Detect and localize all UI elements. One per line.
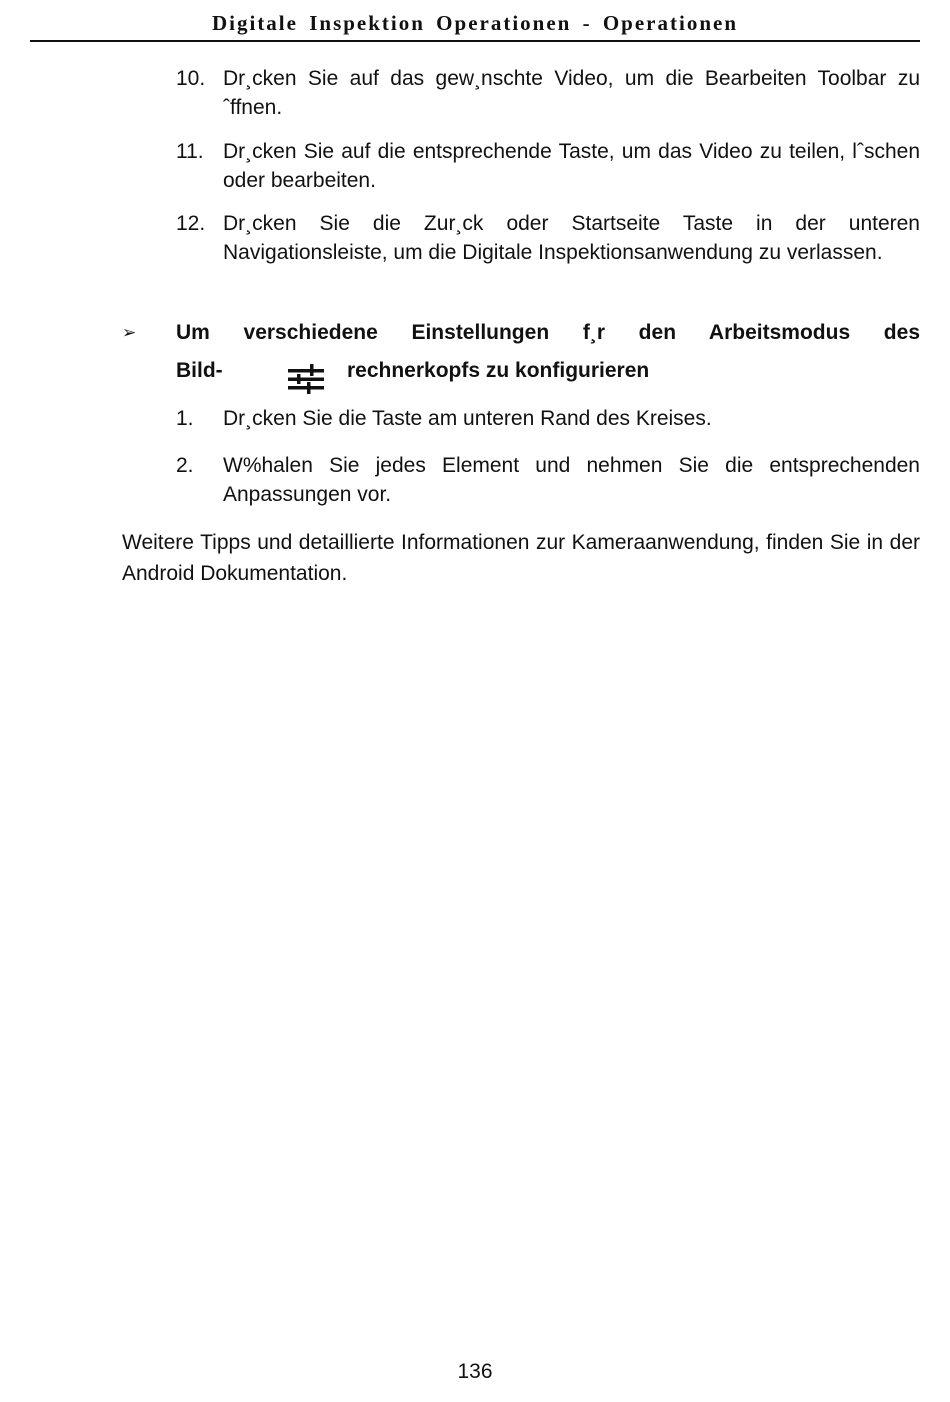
list-item-text: Dr¸cken Sie die Zur¸ck oder Startseite Taste in der unteren Navigationsleiste, um die Digitale Inspektionsanwendung zu verlassen. [223, 212, 920, 264]
list-item [176, 209, 920, 267]
page-header-title: Digitale Inspektion Operationen - Operationen [211, 11, 738, 35]
list-item-text: Dr¸cken Sie auf das gew¸nschte Video, um die Bearbeiten Toolbar zu ˆffnen. [223, 67, 920, 119]
settings-sliders-icon [287, 364, 325, 394]
list-item-number: 12. [176, 212, 206, 235]
list-item-text: W%halen Sie jedes Element und nehmen Sie die entsprechenden Anpassungen vor. [223, 454, 920, 506]
list-item-text: Dr¸cken Sie die Taste am unteren Rand des Kreises. [223, 407, 712, 430]
list-item [176, 404, 920, 433]
list-item-number: 10. [176, 67, 206, 90]
section-heading: Um verschiedene Einstellungen f¸r den Arbeitsmodus des [176, 321, 920, 344]
bullet-arrow-icon: ➢ [122, 323, 137, 342]
list-item-text: Dr¸cken Sie auf die entsprechende Taste, um das Video zu teilen, lˆschen oder bearbeiten. [223, 140, 920, 192]
list-item-number: 11. [176, 140, 204, 163]
section-heading-part: rechnerkopfs zu konfigurieren [347, 359, 650, 382]
page-number: 136 [457, 1360, 493, 1383]
list-item [176, 451, 920, 509]
list-item [176, 64, 920, 122]
closing-paragraph: Weitere Tipps und detaillierte Informationen zur Kameraanwendung, finden Sie in der Android Dokumentation. [122, 531, 920, 585]
header-divider [30, 40, 920, 42]
section-heading-part: Bild- [176, 359, 223, 382]
list-item-number: 2. [176, 454, 194, 477]
list-item [176, 137, 920, 195]
list-item-number: 1. [176, 407, 194, 430]
